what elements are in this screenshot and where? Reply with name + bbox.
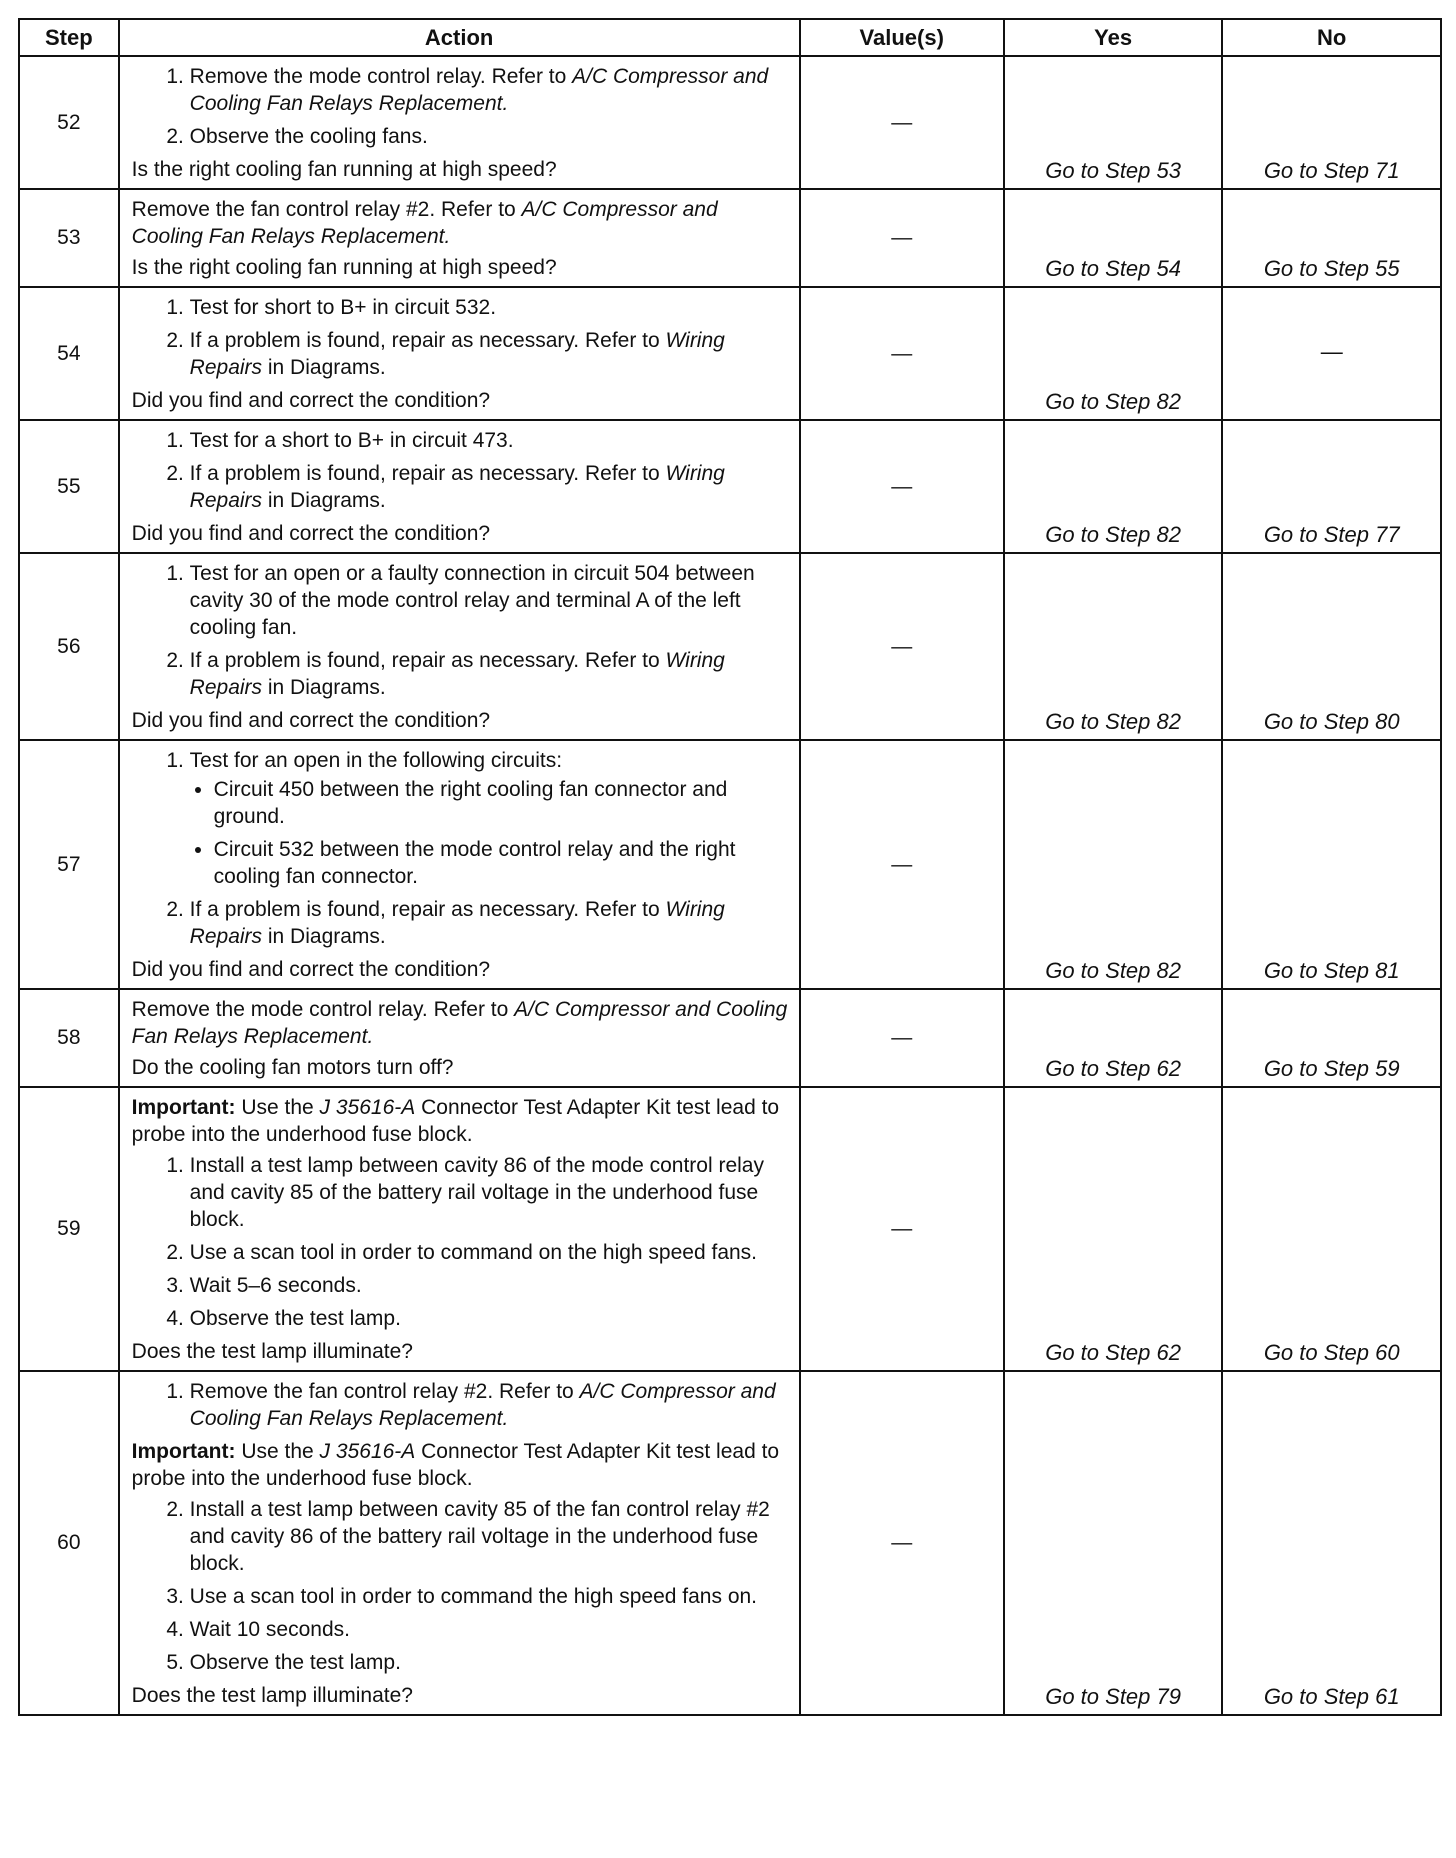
value-cell: — xyxy=(800,989,1004,1087)
table-row xyxy=(19,56,1441,189)
action-item: 2. Use a scan tool in order to command on the high speed fans. xyxy=(190,1239,789,1266)
step-number: 52 xyxy=(19,56,119,189)
action-cell xyxy=(119,553,800,740)
no-cell: Go to Step 55 xyxy=(1222,189,1441,287)
yes-cell: Go to Step 53 xyxy=(1004,56,1223,189)
step-number: 59 xyxy=(19,1087,119,1371)
no-cell: Go to Step 71 xyxy=(1222,56,1441,189)
table-row xyxy=(19,553,1441,740)
table-row xyxy=(19,189,1441,287)
action-item: 5. Observe the test lamp. xyxy=(190,1649,789,1676)
table-row xyxy=(19,1371,1441,1715)
action-item: 2. Observe the cooling fans. xyxy=(190,123,789,150)
action-item: 3. Wait 5–6 seconds. xyxy=(190,1272,789,1299)
action-item: 2. Install a test lamp between cavity 85 of the fan control relay #2 and cavity 86 of the battery rail voltage in the underhood fuse block. xyxy=(190,1496,789,1577)
step-number: 56 xyxy=(19,553,119,740)
value-cell: — xyxy=(800,740,1004,989)
action-item: 4. Observe the test lamp. xyxy=(190,1305,789,1332)
action-item: 1. Install a test lamp between cavity 86 of the mode control relay and cavity 85 of the battery rail voltage in the underhood fuse block. xyxy=(190,1152,789,1233)
table-row xyxy=(19,420,1441,553)
action-cell xyxy=(119,989,800,1087)
header-values: Value(s) xyxy=(800,19,1004,56)
value-cell: — xyxy=(800,1087,1004,1371)
important-note: Important: Use the J 35616-A Connector Test Adapter Kit test lead to probe into the underhood fuse block. xyxy=(131,1096,780,1146)
action-cell xyxy=(119,287,800,420)
header-row xyxy=(19,19,1441,56)
yes-cell: Go to Step 82 xyxy=(1004,740,1223,989)
value-cell: — xyxy=(800,189,1004,287)
header-no: No xyxy=(1222,19,1441,56)
yes-cell: Go to Step 62 xyxy=(1004,989,1223,1087)
yes-cell: Go to Step 79 xyxy=(1004,1371,1223,1715)
step-number: 60 xyxy=(19,1371,119,1715)
action-question: Did you find and correct the condition? xyxy=(131,709,491,732)
yes-cell: Go to Step 54 xyxy=(1004,189,1223,287)
action-item: 1. Remove the mode control relay. Refer to A/C Compressor and Cooling Fan Relays Replacement. xyxy=(190,63,789,117)
table-row xyxy=(19,740,1441,989)
action-cell xyxy=(119,740,800,989)
no-cell: Go to Step 61 xyxy=(1222,1371,1441,1715)
no-cell: Go to Step 60 xyxy=(1222,1087,1441,1371)
action-item: 1. Test for short to B+ in circuit 532. xyxy=(190,294,789,321)
step-number: 58 xyxy=(19,989,119,1087)
no-cell: Go to Step 80 xyxy=(1222,553,1441,740)
action-item: 2. If a problem is found, repair as necessary. Refer to Wiring Repairs in Diagrams. xyxy=(190,327,789,381)
step-number: 55 xyxy=(19,420,119,553)
action-question: Did you find and correct the condition? xyxy=(131,522,491,545)
action-item: 1. Test for a short to B+ in circuit 473. xyxy=(190,427,789,454)
action-item: 2. If a problem is found, repair as necessary. Refer to Wiring Repairs in Diagrams. xyxy=(190,896,789,950)
yes-cell: Go to Step 82 xyxy=(1004,420,1223,553)
no-cell: Go to Step 59 xyxy=(1222,989,1441,1087)
action-item: 3. Use a scan tool in order to command the high speed fans on. xyxy=(190,1583,789,1610)
step-number: 53 xyxy=(19,189,119,287)
yes-cell: Go to Step 82 xyxy=(1004,287,1223,420)
header-action: Action xyxy=(119,19,800,56)
action-question: Does the test lamp illuminate? xyxy=(131,1684,413,1707)
action-cell xyxy=(119,420,800,553)
table-row xyxy=(19,1087,1441,1371)
action-question: Is the right cooling fan running at high speed? xyxy=(131,158,557,181)
diagnostic-table xyxy=(18,18,1442,1716)
action-item: 1. Remove the fan control relay #2. Refer to A/C Compressor and Cooling Fan Relays Replacement. xyxy=(190,1378,789,1432)
header-yes: Yes xyxy=(1004,19,1223,56)
bullet-item: • Circuit 450 between the right cooling fan connector and ground. xyxy=(214,776,789,830)
step-number: 57 xyxy=(19,740,119,989)
value-cell: — xyxy=(800,1371,1004,1715)
action-item: 4. Wait 10 seconds. xyxy=(190,1616,789,1643)
action-cell xyxy=(119,1371,800,1715)
table-row xyxy=(19,989,1441,1087)
header-step: Step xyxy=(19,19,119,56)
action-item: 2. If a problem is found, repair as necessary. Refer to Wiring Repairs in Diagrams. xyxy=(190,460,789,514)
value-cell: — xyxy=(800,553,1004,740)
no-cell: Go to Step 77 xyxy=(1222,420,1441,553)
value-cell: — xyxy=(800,56,1004,189)
yes-cell: Go to Step 82 xyxy=(1004,553,1223,740)
step-number: 54 xyxy=(19,287,119,420)
action-question: Is the right cooling fan running at high speed? xyxy=(131,256,557,279)
action-question: Do the cooling fan motors turn off? xyxy=(131,1056,454,1079)
important-note: Important: Use the J 35616-A Connector Test Adapter Kit test lead to probe into the underhood fuse block. xyxy=(131,1440,780,1490)
table-row xyxy=(19,287,1441,420)
action-cell xyxy=(119,189,800,287)
action-item: 1. Test for an open or a faulty connection in circuit 504 between cavity 30 of the mode control relay and terminal A of the left cooling fan. xyxy=(190,560,789,641)
action-item: 2. If a problem is found, repair as necessary. Refer to Wiring Repairs in Diagrams. xyxy=(190,647,789,701)
value-cell: — xyxy=(800,420,1004,553)
action-cell xyxy=(119,56,800,189)
action-item: 1. Test for an open in the following circuits: • Circuit 450 between the right cooling fan connector and ground. • Circuit 532 between the mode control relay and the right cooling fan connector. xyxy=(190,747,789,890)
action-question: Does the test lamp illuminate? xyxy=(131,1340,413,1363)
no-cell: — xyxy=(1222,287,1441,420)
value-cell: — xyxy=(800,287,1004,420)
action-cell xyxy=(119,1087,800,1371)
action-text: Remove the mode control relay. Refer to A/C Compressor and Cooling Fan Relays Replacement. xyxy=(131,998,788,1048)
no-cell: Go to Step 81 xyxy=(1222,740,1441,989)
action-text: Remove the fan control relay #2. Refer to A/C Compressor and Cooling Fan Relays Replacement. xyxy=(131,198,718,248)
bullet-item: • Circuit 532 between the mode control relay and the right cooling fan connector. xyxy=(214,836,789,890)
yes-cell: Go to Step 62 xyxy=(1004,1087,1223,1371)
action-question: Did you find and correct the condition? xyxy=(131,389,491,412)
action-question: Did you find and correct the condition? xyxy=(131,958,491,981)
